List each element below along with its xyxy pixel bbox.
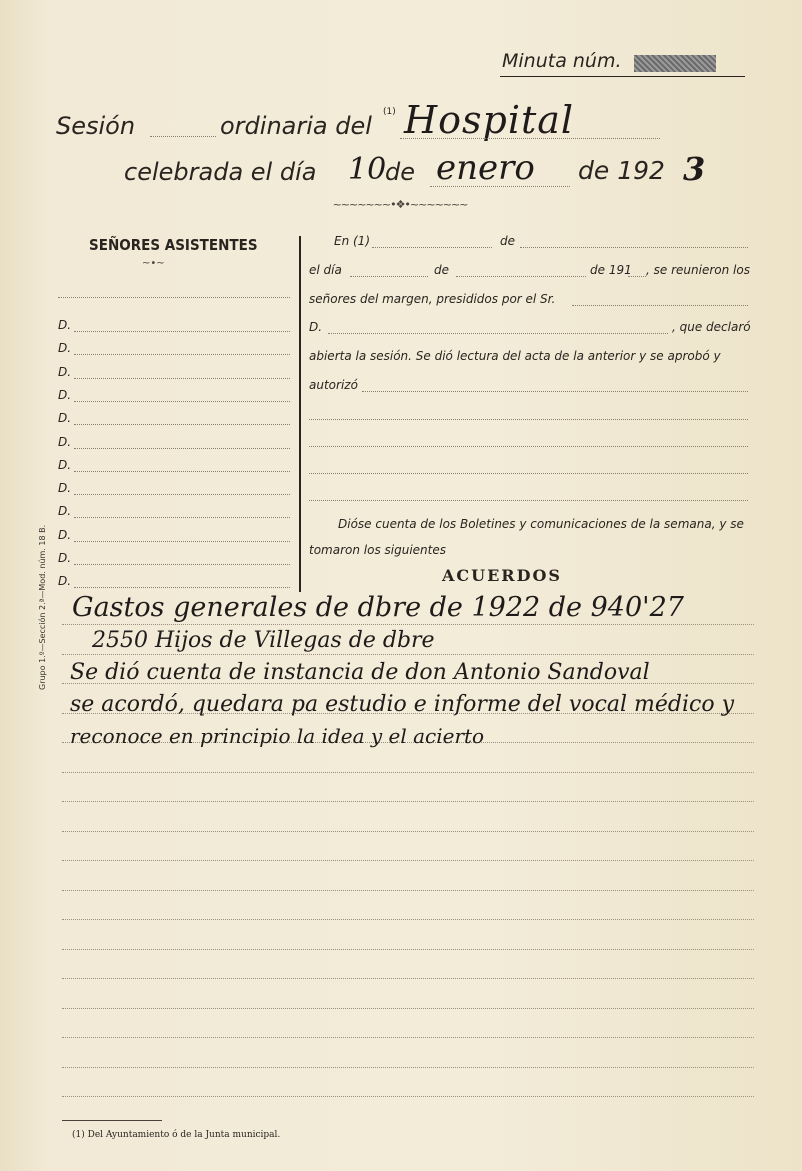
attendee-line bbox=[74, 354, 290, 355]
attendee-line bbox=[74, 378, 290, 379]
footnote-mark: (1) bbox=[383, 107, 396, 117]
body-line1-en: En (1) bbox=[334, 234, 370, 248]
attendee-label: D. bbox=[58, 364, 72, 379]
month-dots bbox=[430, 186, 570, 187]
hand-day: 10 bbox=[348, 152, 387, 187]
body-line2-rest: , se reunieron los bbox=[646, 263, 750, 277]
margin-code: Grupo 1.º—Sección 2.ª—Mod. núm. 18 B. bbox=[38, 524, 47, 690]
attendee-label: D. bbox=[58, 341, 72, 356]
blank-line-1 bbox=[309, 419, 748, 420]
attendee-line bbox=[74, 541, 290, 542]
body-line5: abierta la sesión. Se dió lectura del acta de la anterior y se aprobó y bbox=[309, 349, 721, 363]
ruled-line bbox=[62, 801, 754, 802]
line6-dots bbox=[362, 391, 748, 392]
attendee-label: D. bbox=[58, 457, 72, 472]
line1-dots-a bbox=[372, 247, 492, 248]
sesion-dots bbox=[150, 136, 216, 137]
attendees-heading: SEÑORES ASISTENTES bbox=[89, 236, 258, 254]
celebrada-label: celebrada el día bbox=[124, 158, 317, 186]
minuta-underline bbox=[500, 76, 745, 77]
ruled-line bbox=[62, 919, 754, 920]
hand-line-4: se acordó, quedara pa estudio e informe del vocal médico y bbox=[70, 692, 735, 717]
attendee-label: D. bbox=[58, 318, 72, 332]
de-label: de bbox=[385, 158, 415, 186]
body-line2-el-dia: el día bbox=[309, 263, 342, 277]
hand-line-2: 2550 Hijos de Villegas de dbre bbox=[92, 628, 435, 653]
hand-year-digit: 3 bbox=[683, 150, 706, 188]
ruled-line bbox=[62, 772, 754, 773]
body-line2-year: de 191 bbox=[590, 263, 632, 277]
line2-dots-c bbox=[628, 276, 646, 277]
attendee-line bbox=[74, 401, 290, 402]
attendee-label: D. bbox=[58, 387, 72, 402]
attendee-label: D. bbox=[58, 481, 72, 496]
ruled-line bbox=[62, 1067, 754, 1068]
ruled-line bbox=[62, 831, 754, 832]
ruled-line bbox=[62, 949, 754, 950]
ruled-line bbox=[62, 1008, 754, 1009]
ruled-line bbox=[62, 1037, 754, 1038]
ruled-line bbox=[62, 624, 754, 625]
boletines-line1: Dióse cuenta de los Boletines y comunicaciones de la semana, y se bbox=[338, 517, 744, 531]
body-line2-de: de bbox=[434, 263, 449, 277]
line3-dots bbox=[572, 305, 748, 306]
header-ornament: ~~~~~~~•❖•~~~~~~~ bbox=[332, 198, 468, 211]
column-divider bbox=[299, 236, 301, 592]
de-year-label: de 192 bbox=[578, 156, 665, 185]
attendee-label: D. bbox=[58, 434, 72, 449]
boletines-line2: tomaron los siguientes bbox=[309, 543, 446, 557]
attendee-line bbox=[74, 494, 290, 495]
attendee-label: D. bbox=[58, 574, 72, 589]
hand-line-1: Gastos generales de dbre de 1922 de 940'27 bbox=[72, 592, 684, 623]
ruled-line bbox=[62, 1096, 754, 1097]
ordinaria-label: ordinaria del bbox=[220, 112, 372, 140]
body-line1-de: de bbox=[500, 234, 515, 248]
blank-line-2 bbox=[309, 446, 748, 447]
attendees-ornament: ~•~ bbox=[142, 258, 165, 269]
line2-dots-a bbox=[350, 276, 428, 277]
body-line4-rest: , que declaró bbox=[672, 320, 751, 334]
blank-line-3 bbox=[309, 473, 748, 474]
body-line6: autorizó bbox=[309, 378, 358, 392]
attendee-line bbox=[74, 448, 290, 449]
attendee-line bbox=[74, 517, 290, 518]
attendee-line bbox=[74, 587, 290, 588]
ruled-line bbox=[62, 890, 754, 891]
ruled-line bbox=[62, 860, 754, 861]
entity-dots bbox=[400, 138, 660, 139]
attendee-line bbox=[74, 471, 290, 472]
redacted-number bbox=[634, 55, 716, 72]
attendee-label: D. bbox=[58, 504, 72, 519]
ruled-line bbox=[62, 978, 754, 979]
hand-month: enero bbox=[436, 148, 535, 188]
attendee-line bbox=[74, 564, 290, 565]
line2-dots-b bbox=[456, 276, 586, 277]
line1-dots-b bbox=[520, 247, 748, 248]
attendee-label: D. bbox=[58, 411, 72, 426]
body-line4-d: D. bbox=[309, 320, 323, 334]
attendee-label: D. bbox=[58, 527, 72, 542]
footnote-rule bbox=[62, 1120, 162, 1121]
hand-entity: Hospital bbox=[404, 98, 575, 142]
attendee-line bbox=[74, 424, 290, 425]
attendees-top-dots bbox=[58, 297, 290, 298]
attendee-line bbox=[74, 331, 290, 332]
line4-dots bbox=[328, 333, 668, 334]
hand-line-5: reconoce en principio la idea y el acierto bbox=[70, 724, 485, 748]
attendee-label: D. bbox=[58, 551, 72, 565]
blank-line-4 bbox=[309, 500, 748, 501]
sesion-label: Sesión bbox=[56, 112, 136, 140]
acuerdos-heading: ACUERDOS bbox=[442, 566, 562, 585]
body-line3: señores del margen, presididos por el Sr. bbox=[309, 292, 556, 306]
ruled-line bbox=[62, 654, 754, 655]
footnote: (1) Del Ayuntamiento ó de la Junta municipal. bbox=[72, 1130, 281, 1140]
hand-line-3: Se dió cuenta de instancia de don Antonio Sandoval bbox=[70, 660, 650, 685]
minuta-label: Minuta núm. bbox=[502, 50, 622, 72]
